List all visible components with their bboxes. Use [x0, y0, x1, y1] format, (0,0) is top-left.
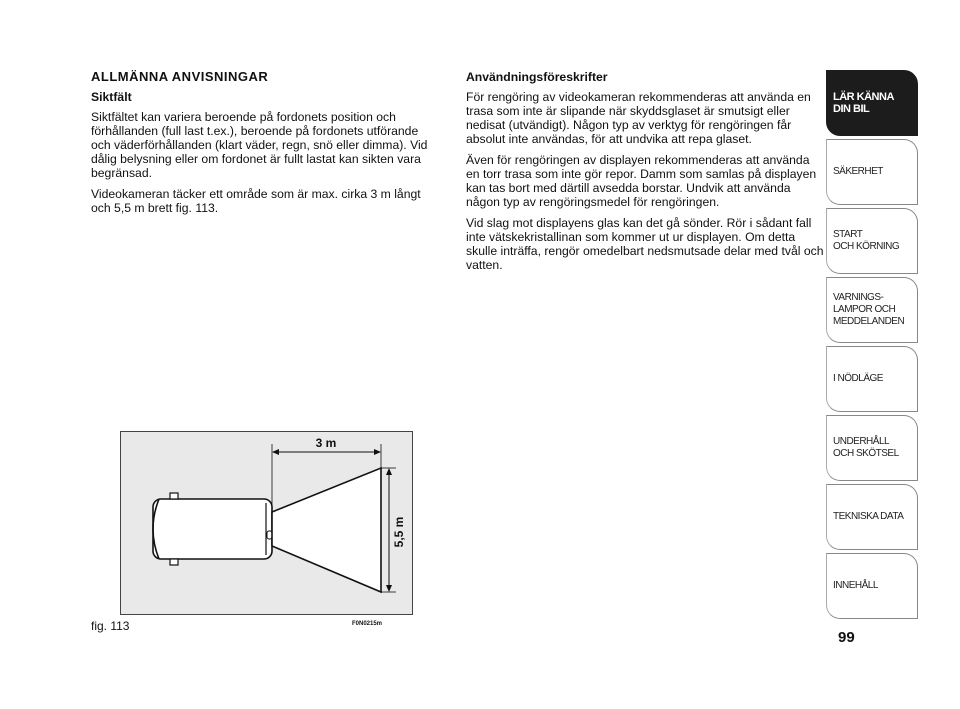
paragraph: Videokameran täcker ett område som är max. cirka 3 m långt och 5,5 m brett fig. 113. [91, 187, 421, 215]
paragraph: För rengöring av videokameran rekommenderas att använda en trasa som inte är slipande när skyddsglaset är smutsigt eller nedisat (utvändigt). Någon typ av verktyg för rengöringen får absolut inte användas, för att undvika att repa glaset. [466, 90, 811, 146]
chapter-tab[interactable] [826, 139, 918, 205]
arrow-head [374, 449, 381, 455]
right-column [466, 70, 826, 279]
left-column [91, 70, 441, 222]
van-body [153, 499, 272, 559]
length-label: 3 m [315, 436, 337, 450]
chapter-tab-label: I NÖDLÄGE [833, 373, 883, 384]
figure-caption: fig. 113 [91, 619, 130, 633]
chapter-tab-label: VARNINGS- LAMPOR OCH MEDDELANDEN [833, 292, 905, 327]
chapter-tab[interactable] [826, 277, 918, 343]
paragraph: Siktfältet kan variera beroende på fordonets position och förhållanden (full last t.ex.), beroende på fordonets utförande och väderförhållanden (klart väder, regn, snö eller dimma). Vid dålig belysning eller om fordonet är fullt lastat kan sikten vara begränsad. [91, 110, 428, 180]
chapter-tab-label: UNDERHÅLL OCH SKÖTSEL [833, 436, 899, 459]
van-mirror [170, 493, 178, 499]
chapter-tab[interactable] [826, 484, 918, 550]
arrow-head [386, 585, 392, 592]
page-number: 99 [838, 629, 855, 646]
chapter-tab[interactable] [826, 415, 918, 481]
chapter-tab-label: INNEHÅLL [833, 580, 878, 591]
chapter-sidebar [826, 70, 918, 622]
paragraph: Vid slag mot displayens glas kan det gå sönder. Rör i sådant fall inte vätskekristallinan som kommer ut ur displayen. Om detta skulle inträffa, rengör omedelbart nedsmutsade delar med tvål och vatten. [466, 216, 824, 272]
chapter-tab-label: LÄR KÄNNA DIN BIL [833, 91, 894, 115]
arrow-head [272, 449, 279, 455]
paragraph: Även för rengöringen av displayen rekommenderas att använda en torr trasa som inte gör repor. Damm som samlas på displayen kan tas bort med därtill avsedda borstar. Undvik att använda någon typ av rengöringsmedel för rengöringen. [466, 153, 817, 209]
arrow-head [386, 468, 392, 475]
section-heading: ALLMÄNNA ANVISNINGAR [91, 69, 269, 84]
chapter-tab[interactable] [826, 346, 918, 412]
camera-coverage-figure [120, 431, 413, 615]
chapter-tab[interactable] [826, 553, 918, 619]
width-label: 5,5 m [392, 516, 406, 548]
subheading: Siktfält [91, 90, 132, 104]
chapter-tab-label: TEKNISKA DATA [833, 511, 904, 522]
chapter-tab[interactable] [826, 70, 918, 136]
chapter-tab-label: START OCH KÖRNING [833, 229, 900, 252]
figure-code: F0N0215m [352, 621, 383, 627]
section-heading: Användningsföreskrifter [466, 70, 608, 84]
coverage-diagram [121, 432, 412, 614]
chapter-tab[interactable] [826, 208, 918, 274]
coverage-area [272, 468, 381, 592]
van-mirror [170, 559, 178, 565]
chapter-tab-label: SÄKERHET [833, 166, 883, 177]
